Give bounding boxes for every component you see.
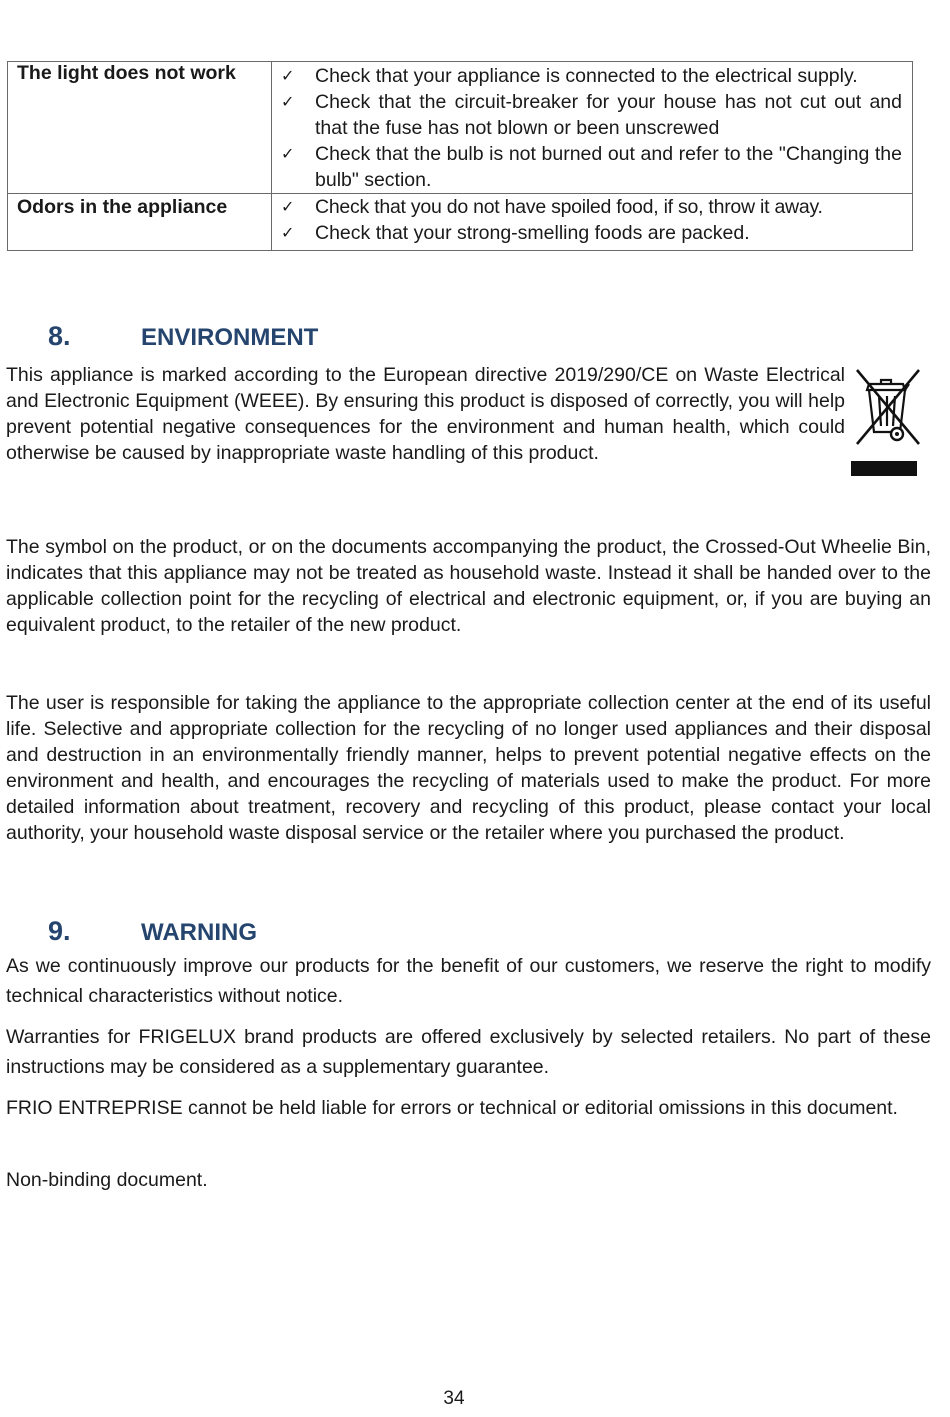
environment-paragraph: The symbol on the product, or on the documents accompanying the product, the Crossed-Out Wheelie Bin, indicates that this appliance may not be treated as household waste. Instead it shall be handed over to the applicable collection point for the recycling of electrical and electronic equipment, or, if you are buying an equivalent product, to the retailer of the new product. xyxy=(6,536,931,636)
list-item xyxy=(272,220,902,246)
checkmark-icon: ✓ xyxy=(281,66,295,85)
warning-paragraph: Non-binding document. xyxy=(6,1169,208,1191)
checkmark-icon: ✓ xyxy=(281,197,295,216)
checkmark-icon: ✓ xyxy=(281,223,295,242)
check-text: Check that the bulb is not burned out and refer to the "Changing the bulb" section. xyxy=(315,143,902,191)
check-text: Check that your appliance is connected to the electrical supply. xyxy=(315,65,858,87)
check-text: Check that your strong-smelling foods are packed. xyxy=(315,222,750,244)
warning-paragraph: FRIO ENTREPRISE cannot be held liable for errors or technical or editorial omissions in this document. xyxy=(6,1097,898,1119)
check-text: Check that you do not have spoiled food, if so, throw it away. xyxy=(315,196,823,218)
section-number: 8. xyxy=(48,321,71,351)
section-title: WARNING xyxy=(141,919,257,946)
check-text: Check that the circuit-breaker for your house has not cut out and that the fuse has not blown or been unscrewed xyxy=(315,91,902,139)
checkmark-icon: ✓ xyxy=(281,92,295,111)
list-item xyxy=(272,194,902,220)
section-number: 9. xyxy=(48,916,71,946)
solution-cell xyxy=(272,62,913,194)
problem-cell xyxy=(8,62,272,194)
section-heading-warning xyxy=(48,916,257,947)
warning-paragraph: Warranties for FRIGELUX brand products are offered exclusively by selected retailers. No part of these instructions may be considered as a supplementary guarantee. xyxy=(6,1026,931,1078)
section-heading-environment xyxy=(48,321,318,352)
page-number: 34 xyxy=(443,1388,465,1409)
problem-label: Odors in the appliance xyxy=(17,196,228,218)
list-item xyxy=(272,141,902,193)
table-row xyxy=(8,62,913,194)
problem-label: The light does not work xyxy=(17,62,236,84)
section-title: ENVIRONMENT xyxy=(141,324,319,351)
check-list xyxy=(272,194,902,246)
troubleshooting-table xyxy=(7,61,913,251)
crossed-out-wheelie-bin-icon xyxy=(845,362,927,480)
warning-paragraph: As we continuously improve our products for the benefit of our customers, we reserve the right to modify technical characteristics without notice. xyxy=(6,955,931,1007)
environment-paragraph: This appliance is marked according to the European directive 2019/290/CE on Waste Electrical and Electronic Equipment (WEEE). By ensuring this product is disposed of correctly, you will help prevent potential negative consequences for the environment and human health, which could otherwise be caused by inappropriate waste handling of this product. xyxy=(6,364,845,464)
list-item xyxy=(272,63,902,89)
table-row xyxy=(8,194,913,251)
solution-cell xyxy=(272,194,913,251)
environment-paragraph: The user is responsible for taking the appliance to the appropriate collection center at the end of its useful life. Selective and appropriate collection for the recycling of no longer used appliances and their disposal and destruction in an environmentally friendly manner, helps to prevent potential negative effects on the environment and health, and encourages the recycling of materials used to make the product. For more detailed information about treatment, recovery and recycling of this product, please contact your local authority, your household waste disposal service or the retailer where you purchased the product. xyxy=(6,692,931,844)
check-list xyxy=(272,63,902,193)
checkmark-icon: ✓ xyxy=(281,144,295,163)
problem-cell xyxy=(8,194,272,251)
list-item xyxy=(272,89,902,141)
